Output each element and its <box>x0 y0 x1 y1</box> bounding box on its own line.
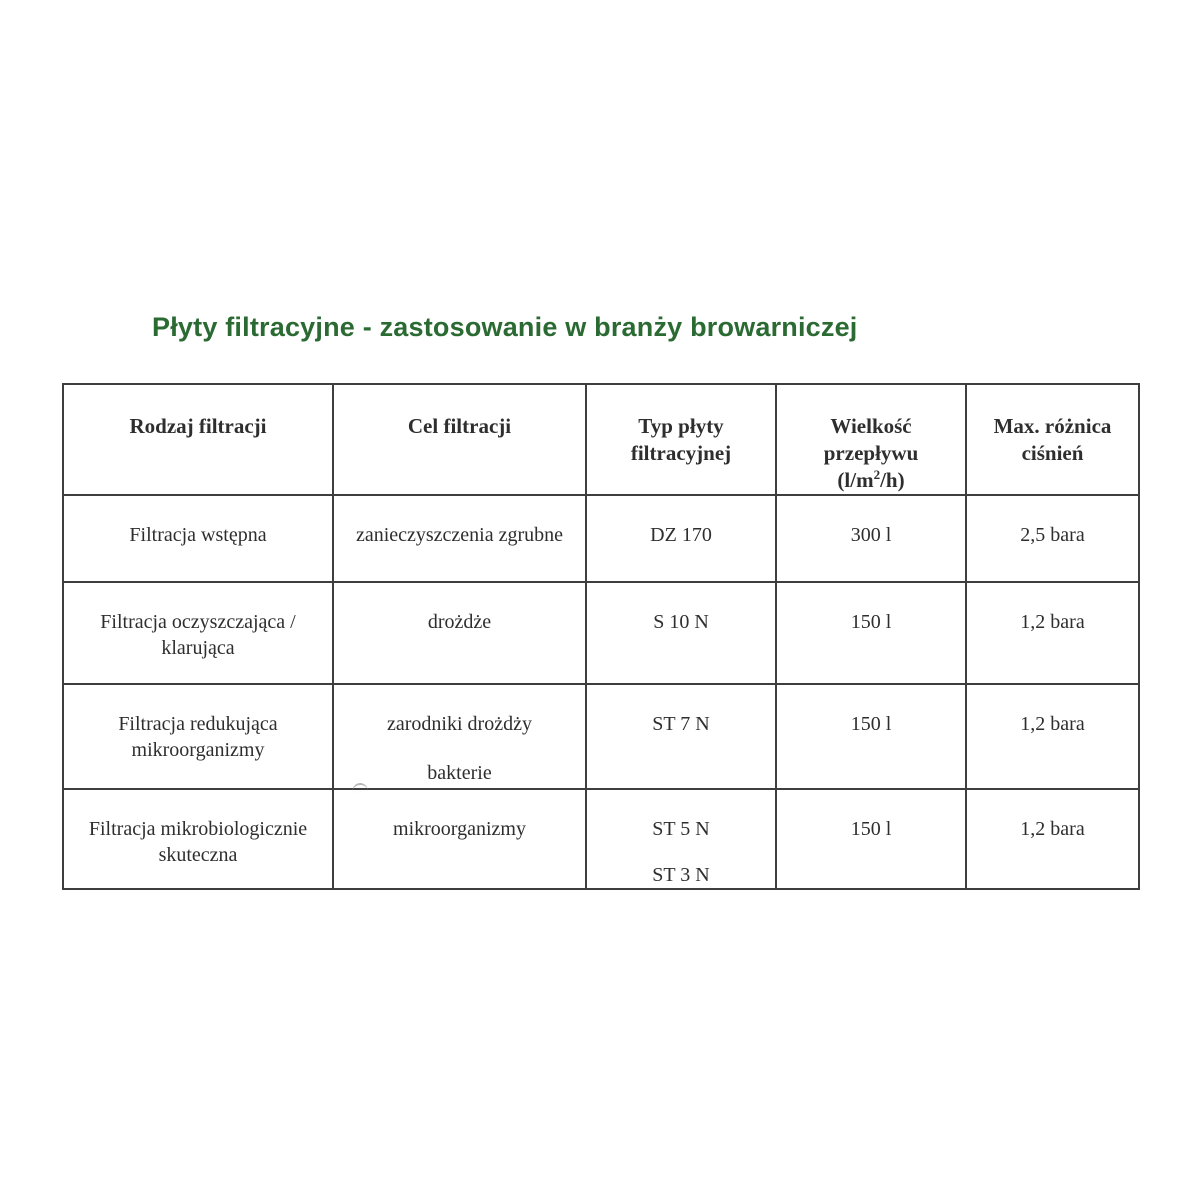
cell-typ <box>586 495 776 582</box>
cell-text: Filtracja wstępna <box>129 524 267 546</box>
header-label: Rodzaj filtracji <box>129 414 267 438</box>
table-row-filtracja-wstepna <box>63 495 1139 582</box>
cell-cel <box>333 582 586 684</box>
cell-text: Filtracja mikrobiologicznie <box>88 818 308 840</box>
cell-cel <box>333 495 586 582</box>
header-label-line: ciśnień <box>1021 441 1084 465</box>
cell-wielkosc <box>776 684 966 789</box>
cell-rodzaj <box>63 684 333 789</box>
cell-max-roznica <box>966 495 1139 582</box>
cell-text: skuteczna <box>158 844 238 866</box>
cell-text: 1,2 bara <box>1020 818 1085 840</box>
cell-cel <box>333 789 586 889</box>
cell-rodzaj <box>63 789 333 889</box>
header-label-line: Max. różnica <box>993 414 1112 438</box>
header-cell-typ-plyty <box>586 384 776 495</box>
units-superscript: 2 <box>873 467 881 482</box>
header-cell-rodzaj-filtracji <box>63 384 333 495</box>
filter-plates-table <box>62 383 1140 890</box>
cell-wielkosc <box>776 495 966 582</box>
table-header-row <box>63 384 1139 495</box>
cell-text: 2,5 bara <box>1020 524 1085 546</box>
header-label-units <box>777 467 965 494</box>
header-cell-wielkosc-przeplywu <box>776 384 966 495</box>
cell-text: 300 l <box>850 524 892 546</box>
cell-text: klarująca <box>161 637 235 659</box>
cell-text: ST 7 N <box>652 713 710 735</box>
header-label-line: Wielkość <box>830 414 912 438</box>
cell-wielkosc <box>776 582 966 684</box>
cell-typ <box>586 789 776 889</box>
units-suffix: /h) <box>880 468 905 492</box>
cell-text: zanieczyszczenia zgrubne <box>355 524 564 546</box>
cell-max-roznica <box>966 582 1139 684</box>
cell-max-roznica <box>966 789 1139 889</box>
cell-text: S 10 N <box>653 611 709 633</box>
cell-max-roznica <box>966 684 1139 789</box>
header-cell-max-roznica <box>966 384 1139 495</box>
cell-text: DZ 170 <box>650 524 712 546</box>
cell-wielkosc <box>776 789 966 889</box>
table-row-filtracja-redukujaca <box>63 684 1139 789</box>
units-prefix: (l/m <box>837 468 874 492</box>
cell-text: ST 3 N <box>652 864 710 886</box>
table-row-filtracja-mikrobiologiczna <box>63 789 1139 889</box>
header-label-line: przepływu <box>823 441 919 465</box>
cell-text: mikroorganizmy <box>393 818 526 840</box>
cell-text: 150 l <box>850 611 892 633</box>
cell-rodzaj <box>63 582 333 684</box>
cell-text: mikroorganizmy <box>131 739 265 761</box>
cell-cel <box>333 684 586 789</box>
table-row-filtracja-oczyszczajaca <box>63 582 1139 684</box>
cell-rodzaj <box>63 495 333 582</box>
cell-text: 1,2 bara <box>1020 611 1085 633</box>
header-label-line: filtracyjnej <box>630 441 732 465</box>
cell-text: 1,2 bara <box>1020 713 1085 735</box>
cell-text: drożdże <box>427 611 492 633</box>
cell-text: zarodniki drożdży <box>387 713 532 735</box>
cell-text: bakterie <box>427 762 492 784</box>
cell-text: 150 l <box>850 713 892 735</box>
cell-text: 150 l <box>850 818 892 840</box>
header-cell-cel-filtracji <box>333 384 586 495</box>
cell-text: Filtracja redukująca <box>118 713 278 735</box>
header-label: Cel filtracji <box>407 414 512 438</box>
document-title: Płyty filtracyjne - zastosowanie w branży browarniczej <box>152 312 858 342</box>
cell-text: Filtracja oczyszczająca / <box>100 611 296 633</box>
cell-text: ST 5 N <box>652 818 710 840</box>
header-label-line: Typ płyty <box>638 414 724 438</box>
cell-typ <box>586 684 776 789</box>
cell-typ <box>586 582 776 684</box>
